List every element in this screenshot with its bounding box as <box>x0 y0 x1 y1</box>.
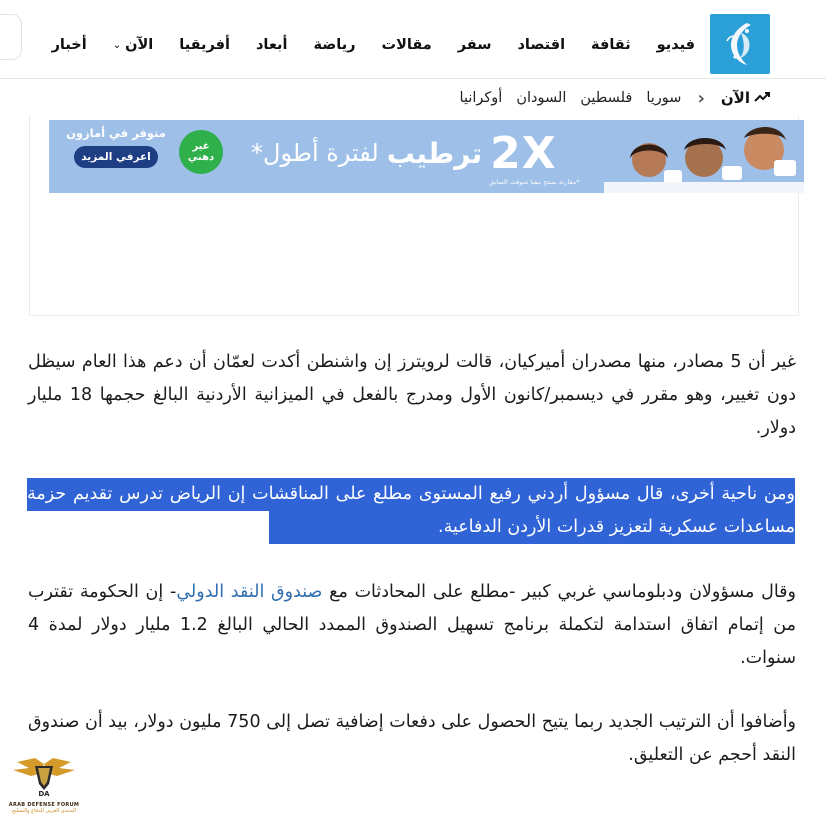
article-paragraph-1 <box>28 346 796 445</box>
subnav-item-sudan[interactable]: السودان <box>516 90 567 106</box>
paragraph-text: وأضافوا أن الترتيب الجديد ربما يتيح الحصول على دفعات إضافية تصل إلى 750 مليون دولار، بيد أن صندوق النقد أحجم عن التعليق. <box>28 712 797 765</box>
trending-up-icon <box>754 89 770 107</box>
trending-label: الآن <box>720 89 750 107</box>
logo-calligraphy-icon <box>717 19 763 69</box>
chevron-down-icon: ⌄ <box>112 39 122 51</box>
article-paragraph-2 <box>27 478 795 544</box>
nav-item-news[interactable] <box>39 37 100 53</box>
eagle-emblem-icon <box>9 756 79 798</box>
badge-line: غير <box>192 141 210 152</box>
amazon-section <box>61 126 171 168</box>
nav-item-articles[interactable] <box>369 37 445 53</box>
chevron-left-icon: ‹ <box>697 87 705 109</box>
nav-item-dimensions[interactable] <box>243 37 301 53</box>
nav-item-travel[interactable] <box>445 37 505 53</box>
watermark-subtext: المنتدى العربي للدفاع والتسليح <box>11 808 77 814</box>
text-segment: - إن الحكومة تقترب من إتمام اتفاق استدامة لتكملة برنامج تسهيل الصندوق الممدد الحالي البالغ 1.2 مليار دولار لمدة 4 سنوات. <box>28 582 796 668</box>
amazon-available-text: متوفر في أمازون <box>66 126 166 140</box>
ad-fine-print: *مقارنة بمنتج نيفيا سوفت السابق <box>489 178 580 186</box>
non-greasy-badge <box>179 130 223 174</box>
aljazeera-logo[interactable] <box>710 14 770 74</box>
ad-headline <box>251 127 557 179</box>
watermark-text: ARAB DEFENSE FORUM <box>8 802 80 808</box>
paragraph-text: غير أن 5 مصادر، منها مصدران أميركيان، قالت لرويترز إن واشنطن أكدت لعمّان أن دعم هذا العام سيظل دون تغيير، وهو مقرر في ديسمبر/كانون الأول ومدرج بالفعل في الميزانية الأردنية البالغ حجمها 18 مليار دولار. <box>28 352 796 438</box>
nav-label: الآن <box>125 37 154 53</box>
badge-line: دهني <box>187 152 215 163</box>
imf-link[interactable]: صندوق النقد الدولي <box>176 582 323 602</box>
ad-longer: لفترة أطول* <box>251 139 379 167</box>
nav-label: فيديو <box>656 37 695 53</box>
trending-subnav <box>460 84 770 112</box>
paragraph-text <box>28 576 796 675</box>
nav-item-sports[interactable] <box>300 37 368 53</box>
advertisement-banner[interactable] <box>49 120 804 193</box>
subnav-item-ukraine[interactable]: أوكرانيا <box>459 90 503 106</box>
selected-paragraph[interactable] <box>27 478 795 544</box>
ad-2x: 2X <box>490 127 557 179</box>
ad-people-image <box>604 120 804 193</box>
nav-label: مقالات <box>381 37 432 53</box>
nav-label: أخبار <box>51 37 87 53</box>
side-panel-tab[interactable] <box>0 14 22 60</box>
top-navigation-bar <box>0 0 826 79</box>
article-paragraph-3 <box>28 576 796 675</box>
trending-now[interactable] <box>721 89 770 107</box>
nav-item-economy[interactable] <box>504 37 578 53</box>
ad-moisture: ترطيب <box>386 136 483 170</box>
nav-label: رياضة <box>313 37 356 53</box>
article-paragraph-4 <box>28 706 796 772</box>
text-segment: وقال مسؤولان ودبلوماسي غربي كبير -مطلع على المحادثات مع <box>322 582 796 602</box>
nav-item-culture[interactable] <box>578 37 644 53</box>
main-nav <box>39 20 708 70</box>
subnav-item-palestine[interactable]: فلسطين <box>580 90 633 106</box>
nav-label: ثقافة <box>591 37 631 53</box>
nav-item-video[interactable] <box>644 37 708 53</box>
nav-label: سفر <box>457 37 492 53</box>
nav-label: اقتصاد <box>517 37 566 53</box>
nav-label: أبعاد <box>255 37 288 53</box>
nav-item-africa[interactable] <box>166 37 243 53</box>
nav-item-now[interactable] <box>100 37 167 53</box>
subnav-item-syria[interactable]: سوريا <box>646 90 682 106</box>
svg-text:DA: DA <box>38 790 50 798</box>
nav-label: أفريقيا <box>179 37 230 53</box>
paragraph-text: ومن ناحية أخرى، قال مسؤول أردني رفيع المستوى مطلع على المناقشات إن الرياض تدرس تقديم حزمة مساعدات عسكرية لتعزيز قدرات الأردن الدفاعية. <box>27 484 795 537</box>
forum-watermark <box>4 756 84 818</box>
learn-more-button[interactable]: اعرفي المزيد <box>74 146 158 168</box>
